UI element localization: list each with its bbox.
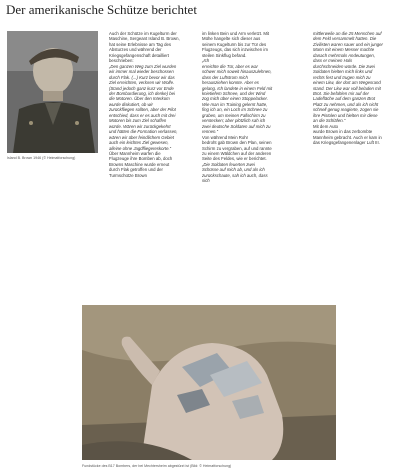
- article-title: Der amerikanische Schütze berichtet: [6, 2, 197, 17]
- col3-tail: Mit dem Auto wurde Brown in das zerbombte Mannheim gebracht. Auch er kam in das Kriegsgefangenenlager Luft III.: [313, 123, 382, 146]
- col1-intro: Auch der Schütze im Kugelturm der Maschine, Sergeant Island B. Brown, hat seine Erlebnisse am Tag des Absturzes und während der Kriegsgefangenschaft detailliert beschrieben:: [109, 31, 180, 64]
- col2-quote: „Ich erreichte die Tür, aber es war schwer mich soweit hinauszulehnen, dass der Luftstrom mich herausziehen konnte. Aber es gelang. Ich landete in einem Feld mit knietiefem Schnee, und der Wind zog mich über einen Stoppelacker. Wie man im Training gelernt hatte, fing ich an, ein Loch im Schnee zu graben, um meinen Fallschirm zu verstecken; aber plötzlich sah ich zwei deutsche Soldaten auf mich zu rennen.“: [202, 58, 273, 135]
- article-column-1: [109, 31, 185, 178]
- hand-with-fragments-image: [82, 305, 336, 460]
- photo-caption: Fundstücke des B17 Bombers, der bei Mechtersheim abgestürzt ist (Bild: © Heimatforschung): [82, 464, 232, 468]
- col2-quote-2: „Die Soldaten feuerten zwei Schüsse auf mich ab, und als ich zurückschaute, sah ich auch, dass sich: [202, 161, 268, 184]
- portrait-photo: [7, 31, 98, 153]
- col1-quote: „Den ganzen Weg zum Ziel wurden wir immer mal wieder beschossen durch Flak. (...) Kurz bevor wir das Ziel erreichten, verloren wir Wolfe. (Stand jedoch ganz kurz vor Ende der Bombardierung, ich denke) bei die Motoren. Über den Interkom wurde diskutiert, ob wir zurückfliegen sollten, aber der Pilot entschied, dass er es auch mit drei Motoren bis zum Ziel schaffen würde. Wären wir zurückgekehrt und hätten die Formation verlassen, wären wir über feindlichem Gebiet auch ein leichtes Ziel gewesen, alleine ohne Jagdfliegereskorte.“: [109, 63, 178, 151]
- article-column-3: [313, 31, 407, 146]
- article-column-2: [202, 31, 302, 184]
- portrait-caption: Island B. Brown 1946 (© Heimatforschung): [7, 156, 76, 160]
- col3-quote: mittlerweile an die 25 Menschen auf dem Feld versammelt hatten. Die Zivilisten waren sauer und ein junger Mann mit einem Messer machte danach mehrmals Andeutungen, dass er meinen Hals durchschneiden würde. Die zwei Soldaten hielten mich links und rechts fest und trugen mich zu einem Lkw, der dort am Wegesrand stand. Der Lkw war voll beladen mit Brot. Sie befahlen mir auf der Ladefläche auf dem ganzen Brot Platz zu nehmen, und als ich nicht schnell genug reagierte, zogen sie ihre Pistolen und hielten mir diese an die Schläfen.“: [313, 31, 383, 124]
- col2-mid: Von während Mein Rohr bedroht gab Brown den Plan, seinen Schirm zu vergraben, auf und rannte zu einem Wäldchen auf der anderen Seite des Feldes, wie er berichtet.: [202, 134, 272, 162]
- soldier-portrait-image: [7, 31, 98, 153]
- col2-intro: im linken Bein und Arm verletzt. Mit Mühe hangelte sich dieser aus seinem Kugelturm bis zur Tür des Flugzeugs, das sich inzwischen im steilen Sinkflug befand.: [202, 31, 270, 58]
- wreckage-photo: [82, 305, 336, 460]
- col1-tail: Über Mannheim warfen die Flugzeuge ihre Bomben ab, doch Browns Maschine wurde erneut durch Flak getroffen und der Turmschütze Brown: [109, 150, 173, 178]
